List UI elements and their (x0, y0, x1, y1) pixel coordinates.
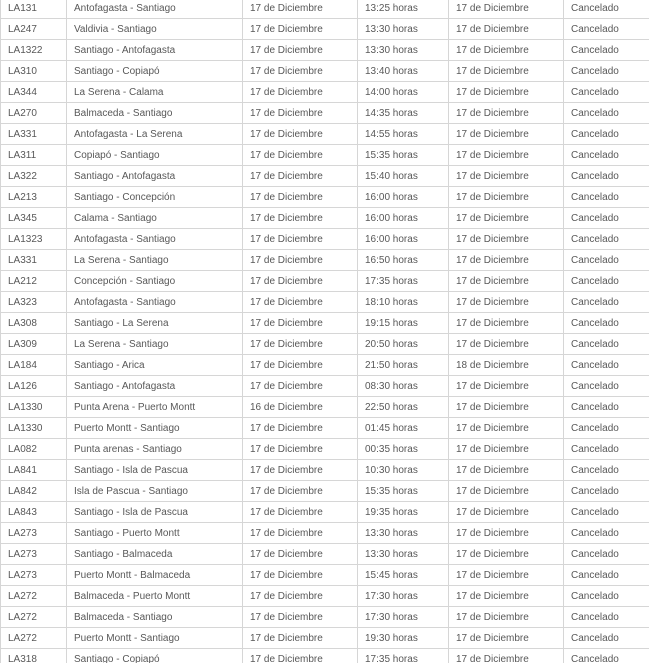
original-date-cell: 17 de Diciembre (243, 418, 358, 439)
departure-time-cell: 16:00 horas (358, 208, 449, 229)
new-date-cell: 17 de Diciembre (449, 292, 564, 313)
route-cell: Santiago - Puerto Montt (67, 523, 243, 544)
new-date-cell: 17 de Diciembre (449, 166, 564, 187)
new-date-cell: 17 de Diciembre (449, 250, 564, 271)
new-date-cell: 17 de Diciembre (449, 0, 564, 19)
status-cell: Cancelado (564, 103, 649, 124)
departure-time-cell: 17:35 horas (358, 271, 449, 292)
departure-time-cell: 08:30 horas (358, 376, 449, 397)
status-cell: Cancelado (564, 271, 649, 292)
table-row (1, 250, 649, 271)
original-date-cell: 17 de Diciembre (243, 19, 358, 40)
original-date-cell: 17 de Diciembre (243, 334, 358, 355)
status-cell: Cancelado (564, 292, 649, 313)
table-row (1, 628, 649, 649)
departure-time-cell: 19:30 horas (358, 628, 449, 649)
flight-code-cell: LA272 (1, 586, 67, 607)
new-date-cell: 17 de Diciembre (449, 124, 564, 145)
table-row (1, 439, 649, 460)
original-date-cell: 17 de Diciembre (243, 0, 358, 19)
route-cell: Santiago - La Serena (67, 313, 243, 334)
original-date-cell: 17 de Diciembre (243, 271, 358, 292)
table-row (1, 187, 649, 208)
original-date-cell: 17 de Diciembre (243, 649, 358, 663)
table-row (1, 40, 649, 61)
original-date-cell: 17 de Diciembre (243, 481, 358, 502)
route-cell: Santiago - Concepción (67, 187, 243, 208)
flight-code-cell: LA310 (1, 61, 67, 82)
flight-code-cell: LA311 (1, 145, 67, 166)
route-cell: Balmaceda - Santiago (67, 103, 243, 124)
flight-code-cell: LA1330 (1, 418, 67, 439)
flight-code-cell: LA272 (1, 607, 67, 628)
departure-time-cell: 13:30 horas (358, 40, 449, 61)
route-cell: Puerto Montt - Santiago (67, 418, 243, 439)
flight-code-cell: LA1323 (1, 229, 67, 250)
route-cell: Antofagasta - Santiago (67, 229, 243, 250)
flight-code-cell: LA331 (1, 124, 67, 145)
status-cell: Cancelado (564, 607, 649, 628)
original-date-cell: 17 de Diciembre (243, 586, 358, 607)
new-date-cell: 17 de Diciembre (449, 103, 564, 124)
original-date-cell: 17 de Diciembre (243, 208, 358, 229)
table-row (1, 460, 649, 481)
new-date-cell: 17 de Diciembre (449, 544, 564, 565)
route-cell: Santiago - Arica (67, 355, 243, 376)
flight-code-cell: LA212 (1, 271, 67, 292)
flight-code-cell: LA323 (1, 292, 67, 313)
table-row (1, 166, 649, 187)
departure-time-cell: 13:30 horas (358, 19, 449, 40)
original-date-cell: 17 de Diciembre (243, 628, 358, 649)
table-row (1, 208, 649, 229)
flight-code-cell: LA273 (1, 565, 67, 586)
route-cell: Puerto Montt - Balmaceda (67, 565, 243, 586)
status-cell: Cancelado (564, 250, 649, 271)
flight-code-cell: LA318 (1, 649, 67, 663)
flight-code-cell: LA213 (1, 187, 67, 208)
table-row (1, 649, 649, 663)
route-cell: La Serena - Santiago (67, 334, 243, 355)
original-date-cell: 17 de Diciembre (243, 166, 358, 187)
status-cell: Cancelado (564, 565, 649, 586)
table-row (1, 313, 649, 334)
original-date-cell: 16 de Diciembre (243, 397, 358, 418)
departure-time-cell: 16:50 horas (358, 250, 449, 271)
departure-time-cell: 22:50 horas (358, 397, 449, 418)
route-cell: Antofagasta - La Serena (67, 124, 243, 145)
departure-time-cell: 14:35 horas (358, 103, 449, 124)
status-cell: Cancelado (564, 460, 649, 481)
original-date-cell: 17 de Diciembre (243, 565, 358, 586)
original-date-cell: 17 de Diciembre (243, 502, 358, 523)
table-row (1, 124, 649, 145)
departure-time-cell: 14:55 horas (358, 124, 449, 145)
route-cell: Santiago - Antofagasta (67, 40, 243, 61)
flight-code-cell: LA322 (1, 166, 67, 187)
departure-time-cell: 16:00 horas (358, 187, 449, 208)
table-row (1, 544, 649, 565)
flight-code-cell: LA082 (1, 439, 67, 460)
original-date-cell: 17 de Diciembre (243, 439, 358, 460)
departure-time-cell: 01:45 horas (358, 418, 449, 439)
table-row (1, 229, 649, 250)
departure-time-cell: 15:35 horas (358, 145, 449, 166)
original-date-cell: 17 de Diciembre (243, 82, 358, 103)
flight-code-cell: LA131 (1, 0, 67, 19)
table-row (1, 271, 649, 292)
route-cell: Isla de Pascua - Santiago (67, 481, 243, 502)
route-cell: Puerto Montt - Santiago (67, 628, 243, 649)
new-date-cell: 17 de Diciembre (449, 565, 564, 586)
departure-time-cell: 19:35 horas (358, 502, 449, 523)
route-cell: Antofagasta - Santiago (67, 292, 243, 313)
new-date-cell: 17 de Diciembre (449, 313, 564, 334)
status-cell: Cancelado (564, 61, 649, 82)
original-date-cell: 17 de Diciembre (243, 103, 358, 124)
route-cell: Copiapó - Santiago (67, 145, 243, 166)
status-cell: Cancelado (564, 166, 649, 187)
flight-code-cell: LA126 (1, 376, 67, 397)
new-date-cell: 17 de Diciembre (449, 19, 564, 40)
table-row (1, 82, 649, 103)
original-date-cell: 17 de Diciembre (243, 355, 358, 376)
route-cell: Santiago - Antofagasta (67, 376, 243, 397)
status-cell: Cancelado (564, 355, 649, 376)
departure-time-cell: 13:25 horas (358, 0, 449, 19)
route-cell: Santiago - Balmaceda (67, 544, 243, 565)
status-cell: Cancelado (564, 523, 649, 544)
new-date-cell: 17 de Diciembre (449, 271, 564, 292)
original-date-cell: 17 de Diciembre (243, 292, 358, 313)
route-cell: La Serena - Santiago (67, 250, 243, 271)
status-cell: Cancelado (564, 628, 649, 649)
original-date-cell: 17 de Diciembre (243, 40, 358, 61)
table-row (1, 586, 649, 607)
status-cell: Cancelado (564, 187, 649, 208)
new-date-cell: 18 de Diciembre (449, 355, 564, 376)
new-date-cell: 17 de Diciembre (449, 334, 564, 355)
table-row (1, 19, 649, 40)
flight-code-cell: LA841 (1, 460, 67, 481)
original-date-cell: 17 de Diciembre (243, 460, 358, 481)
route-cell: Antofagasta - Santiago (67, 0, 243, 19)
flight-code-cell: LA309 (1, 334, 67, 355)
table-row (1, 103, 649, 124)
new-date-cell: 17 de Diciembre (449, 40, 564, 61)
status-cell: Cancelado (564, 439, 649, 460)
flight-code-cell: LA345 (1, 208, 67, 229)
table-row (1, 397, 649, 418)
table-row (1, 355, 649, 376)
status-cell: Cancelado (564, 586, 649, 607)
departure-time-cell: 13:30 horas (358, 523, 449, 544)
new-date-cell: 17 de Diciembre (449, 649, 564, 663)
new-date-cell: 17 de Diciembre (449, 460, 564, 481)
flight-code-cell: LA308 (1, 313, 67, 334)
departure-time-cell: 17:30 horas (358, 586, 449, 607)
new-date-cell: 17 de Diciembre (449, 397, 564, 418)
status-cell: Cancelado (564, 544, 649, 565)
new-date-cell: 17 de Diciembre (449, 82, 564, 103)
status-cell: Cancelado (564, 124, 649, 145)
route-cell: Santiago - Antofagasta (67, 166, 243, 187)
departure-time-cell: 17:30 horas (358, 607, 449, 628)
original-date-cell: 17 de Diciembre (243, 607, 358, 628)
flight-code-cell: LA184 (1, 355, 67, 376)
table-row (1, 565, 649, 586)
status-cell: Cancelado (564, 502, 649, 523)
route-cell: Balmaceda - Puerto Montt (67, 586, 243, 607)
departure-time-cell: 17:35 horas (358, 649, 449, 663)
status-cell: Cancelado (564, 481, 649, 502)
status-cell: Cancelado (564, 418, 649, 439)
departure-time-cell: 18:10 horas (358, 292, 449, 313)
route-cell: Santiago - Isla de Pascua (67, 502, 243, 523)
route-cell: Punta arenas - Santiago (67, 439, 243, 460)
status-cell: Cancelado (564, 208, 649, 229)
flight-code-cell: LA344 (1, 82, 67, 103)
status-cell: Cancelado (564, 376, 649, 397)
original-date-cell: 17 de Diciembre (243, 124, 358, 145)
table-row (1, 376, 649, 397)
new-date-cell: 17 de Diciembre (449, 607, 564, 628)
flight-code-cell: LA1330 (1, 397, 67, 418)
departure-time-cell: 15:40 horas (358, 166, 449, 187)
flight-code-cell: LA272 (1, 628, 67, 649)
route-cell: Santiago - Copiapó (67, 649, 243, 663)
new-date-cell: 17 de Diciembre (449, 418, 564, 439)
table-row (1, 334, 649, 355)
route-cell: La Serena - Calama (67, 82, 243, 103)
flight-code-cell: LA270 (1, 103, 67, 124)
table-row (1, 418, 649, 439)
departure-time-cell: 16:00 horas (358, 229, 449, 250)
original-date-cell: 17 de Diciembre (243, 313, 358, 334)
status-cell: Cancelado (564, 145, 649, 166)
route-cell: Santiago - Copiapó (67, 61, 243, 82)
departure-time-cell: 14:00 horas (358, 82, 449, 103)
new-date-cell: 17 de Diciembre (449, 502, 564, 523)
flights-table-body (1, 0, 649, 663)
original-date-cell: 17 de Diciembre (243, 376, 358, 397)
original-date-cell: 17 de Diciembre (243, 229, 358, 250)
route-cell: Calama - Santiago (67, 208, 243, 229)
table-row (1, 481, 649, 502)
original-date-cell: 17 de Diciembre (243, 250, 358, 271)
departure-time-cell: 13:40 horas (358, 61, 449, 82)
flight-code-cell: LA247 (1, 19, 67, 40)
status-cell: Cancelado (564, 19, 649, 40)
status-cell: Cancelado (564, 397, 649, 418)
table-row (1, 607, 649, 628)
route-cell: Punta Arena - Puerto Montt (67, 397, 243, 418)
table-row (1, 292, 649, 313)
table-row (1, 145, 649, 166)
new-date-cell: 17 de Diciembre (449, 208, 564, 229)
table-row (1, 523, 649, 544)
status-cell: Cancelado (564, 313, 649, 334)
departure-time-cell: 19:15 horas (358, 313, 449, 334)
table-row (1, 61, 649, 82)
new-date-cell: 17 de Diciembre (449, 586, 564, 607)
flight-code-cell: LA273 (1, 523, 67, 544)
flight-code-cell: LA842 (1, 481, 67, 502)
departure-time-cell: 21:50 horas (358, 355, 449, 376)
new-date-cell: 17 de Diciembre (449, 145, 564, 166)
new-date-cell: 17 de Diciembre (449, 61, 564, 82)
original-date-cell: 17 de Diciembre (243, 544, 358, 565)
status-cell: Cancelado (564, 229, 649, 250)
flight-code-cell: LA1322 (1, 40, 67, 61)
route-cell: Concepción - Santiago (67, 271, 243, 292)
new-date-cell: 17 de Diciembre (449, 481, 564, 502)
new-date-cell: 17 de Diciembre (449, 523, 564, 544)
status-cell: Cancelado (564, 40, 649, 61)
new-date-cell: 17 de Diciembre (449, 187, 564, 208)
route-cell: Valdivia - Santiago (67, 19, 243, 40)
status-cell: Cancelado (564, 649, 649, 663)
table-row (1, 0, 649, 19)
departure-time-cell: 15:35 horas (358, 481, 449, 502)
flight-code-cell: LA273 (1, 544, 67, 565)
original-date-cell: 17 de Diciembre (243, 61, 358, 82)
new-date-cell: 17 de Diciembre (449, 628, 564, 649)
flight-code-cell: LA331 (1, 250, 67, 271)
new-date-cell: 17 de Diciembre (449, 229, 564, 250)
original-date-cell: 17 de Diciembre (243, 145, 358, 166)
route-cell: Santiago - Isla de Pascua (67, 460, 243, 481)
departure-time-cell: 10:30 horas (358, 460, 449, 481)
status-cell: Cancelado (564, 334, 649, 355)
status-cell: Cancelado (564, 0, 649, 19)
new-date-cell: 17 de Diciembre (449, 376, 564, 397)
new-date-cell: 17 de Diciembre (449, 439, 564, 460)
route-cell: Balmaceda - Santiago (67, 607, 243, 628)
departure-time-cell: 13:30 horas (358, 544, 449, 565)
flight-code-cell: LA843 (1, 502, 67, 523)
status-cell: Cancelado (564, 82, 649, 103)
departure-time-cell: 15:45 horas (358, 565, 449, 586)
original-date-cell: 17 de Diciembre (243, 187, 358, 208)
original-date-cell: 17 de Diciembre (243, 523, 358, 544)
departure-time-cell: 00:35 horas (358, 439, 449, 460)
table-row (1, 502, 649, 523)
departure-time-cell: 20:50 horas (358, 334, 449, 355)
